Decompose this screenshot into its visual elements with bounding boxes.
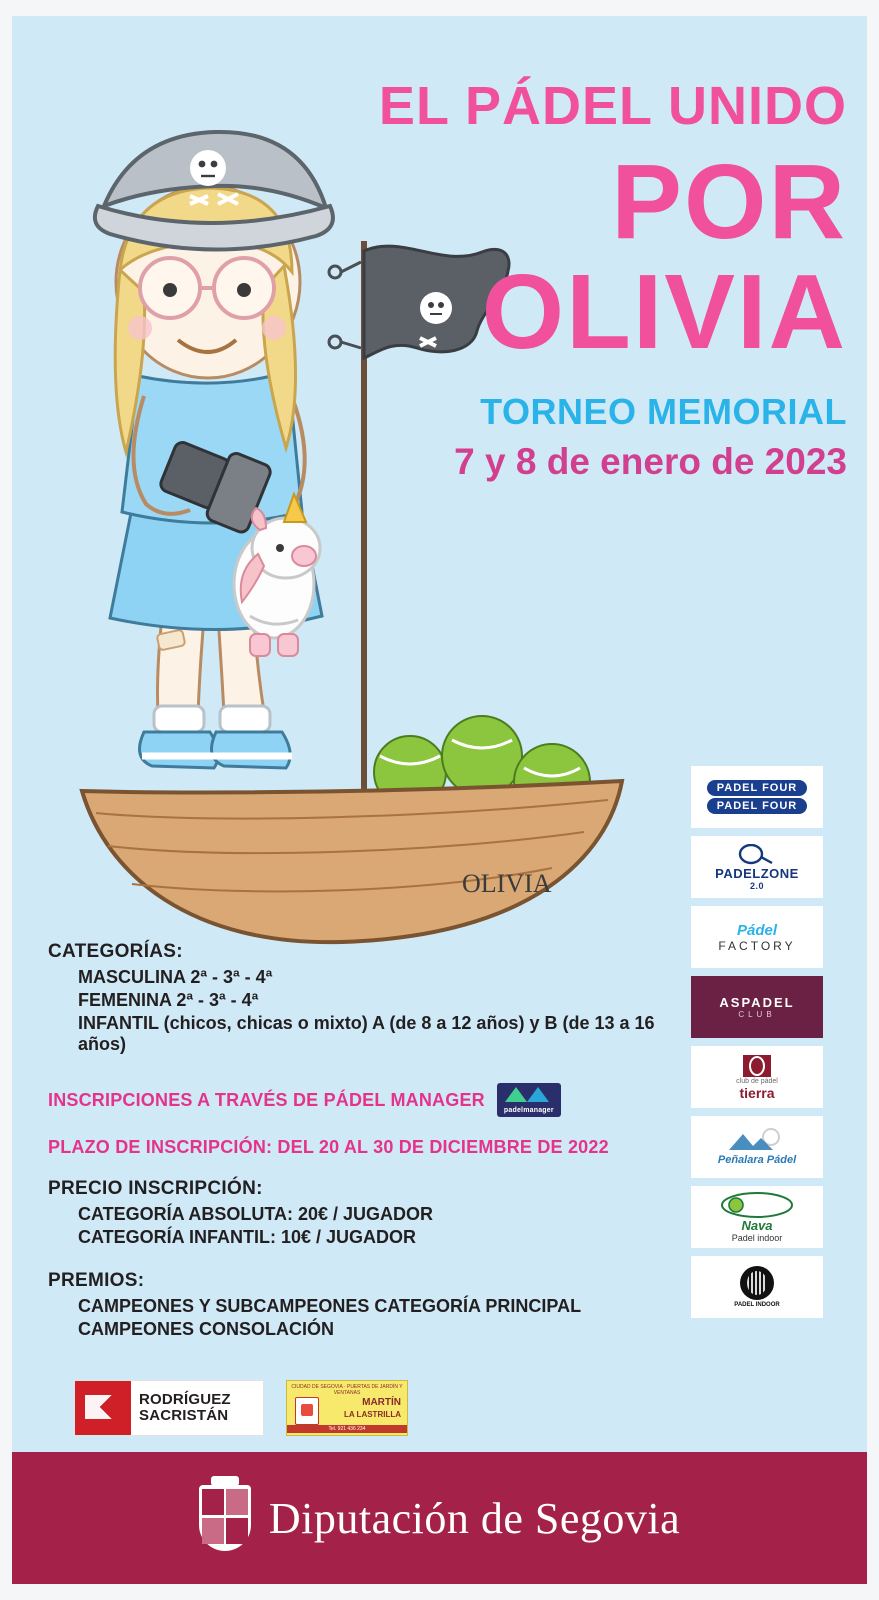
sponsor-padel-four-label-1: PADEL FOUR <box>707 780 808 796</box>
rodriguez-label-1: RODRÍGUEZ <box>139 1391 231 1409</box>
sponsor-tierra-label: tierra <box>739 1084 775 1101</box>
sponsor-logo-padel-factory <box>691 906 823 968</box>
categories-heading: CATEGORÍAS: <box>48 941 183 962</box>
prize-item-consolacion: CAMPEONES CONSOLACIÓN <box>78 1319 335 1339</box>
bottom-sponsor-row <box>74 1380 408 1436</box>
footer-text: Diputación de Segovia <box>268 1493 681 1543</box>
sponsor-logo-padel-four <box>691 766 823 828</box>
sponsor-nava-sublabel: Padel indoor <box>731 1232 783 1243</box>
padelmanager-logo-icon <box>497 1083 561 1117</box>
boat-name-text: OLIVIA <box>462 869 552 898</box>
poster-sheet <box>12 16 867 1584</box>
price-item-infantil: CATEGORÍA INFANTIL: 10€ / JUGADOR <box>78 1227 417 1247</box>
tierra-mark-icon <box>742 1054 772 1078</box>
sponsor-padel-four-label-2: PADEL FOUR <box>707 798 808 814</box>
title-block <box>302 78 847 483</box>
category-item-infantil: INFANTIL (chicos, chicas o mixto) A (de 8 a 12 años) y B (de 13 a 16 años) <box>78 1013 655 1054</box>
sponsor-factory-label-1: Pádel <box>736 921 778 939</box>
poster-title-line-1: EL PÁDEL UNIDO <box>378 76 847 136</box>
padelmanager-logo-label: padelmanager <box>503 1107 554 1114</box>
footer-diputacion-bar <box>12 1452 867 1584</box>
info-block <box>48 941 688 1342</box>
sponsor-nava-label: Nava <box>741 1217 773 1233</box>
poster-dates: 7 y 8 de enero de 2023 <box>454 440 847 482</box>
poster-title-line-2: POR <box>611 142 847 261</box>
poster-title-line-3: OLIVIA <box>481 252 847 371</box>
sponsor-logo-tierra <box>691 1046 823 1108</box>
prize-item-principal: CAMPEONES Y SUBCAMPEONES CATEGORÍA PRINCIPAL <box>78 1296 582 1316</box>
martin-label-2: LA LASTRILLA <box>343 1410 401 1419</box>
martin-phone: Tel. 921 436 234 <box>287 1425 407 1433</box>
deadline-text: PLAZO DE INSCRIPCIÓN: DEL 20 AL 30 DE DICIEMBRE DE 2022 <box>48 1137 609 1157</box>
sponsor-logo-aspadel-club <box>691 976 823 1038</box>
sponsor-aspadel-sublabel: CLUB <box>738 1010 776 1019</box>
price-item-absoluta: CATEGORÍA ABSOLUTA: 20€ / JUGADOR <box>78 1204 434 1224</box>
rodriguez-mark-icon <box>75 1381 131 1435</box>
category-item-masculina: MASCULINA 2ª - 3ª - 4ª <box>78 967 273 987</box>
rodriguez-label-2: SACRISTÁN <box>139 1407 229 1424</box>
sponsor-logo-in-padel-indoor <box>691 1256 823 1318</box>
sponsor-logo-nava-padel-indoor <box>691 1186 823 1248</box>
sponsor-factory-label-2: FACTORY <box>718 938 796 953</box>
sponsor-tierra-sublabel: club de pádel <box>736 1077 778 1085</box>
padel-ball-icon <box>740 1266 774 1300</box>
sponsor-padelzone-label: PADELZONE <box>715 865 799 881</box>
martin-top-text: CIUDAD DE SEGOVIA · PUERTAS DE JARDÍN Y VENTANAS <box>291 1384 403 1396</box>
segovia-coat-of-arms-icon <box>199 1485 251 1551</box>
category-item-femenina: FEMENINA 2ª - 3ª - 4ª <box>78 990 259 1010</box>
sponsor-padelzone-version: 2.0 <box>749 880 764 891</box>
sponsor-penalara-label: Peñalara Pádel <box>717 1154 797 1166</box>
sponsor-logo-rodriguez-sacristan <box>74 1380 264 1436</box>
mountain-icon <box>727 1128 787 1154</box>
sponsor-logo-penalara-padel <box>691 1116 823 1178</box>
registration-row <box>48 1083 688 1117</box>
sponsor-logo-column <box>691 766 823 1326</box>
sponsor-logo-martin-la-lastrilla <box>286 1380 408 1436</box>
martin-label-1: MARTÍN <box>362 1397 401 1408</box>
sponsor-logo-padelzone <box>691 836 823 898</box>
sponsor-aspadel-label: ASPADEL <box>719 995 795 1010</box>
nava-oval-icon <box>720 1192 794 1218</box>
poster-subtitle: TORNEO MEMORIAL <box>480 390 847 432</box>
padel-racket-icon <box>738 844 776 866</box>
sponsor-indoor-label: PADEL INDOOR <box>734 1302 780 1308</box>
price-heading: PRECIO INSCRIPCIÓN: <box>48 1178 263 1199</box>
registration-text: INSCRIPCIONES A TRAVÉS DE PÁDEL MANAGER <box>48 1089 485 1110</box>
prizes-heading: PREMIOS: <box>48 1270 145 1291</box>
